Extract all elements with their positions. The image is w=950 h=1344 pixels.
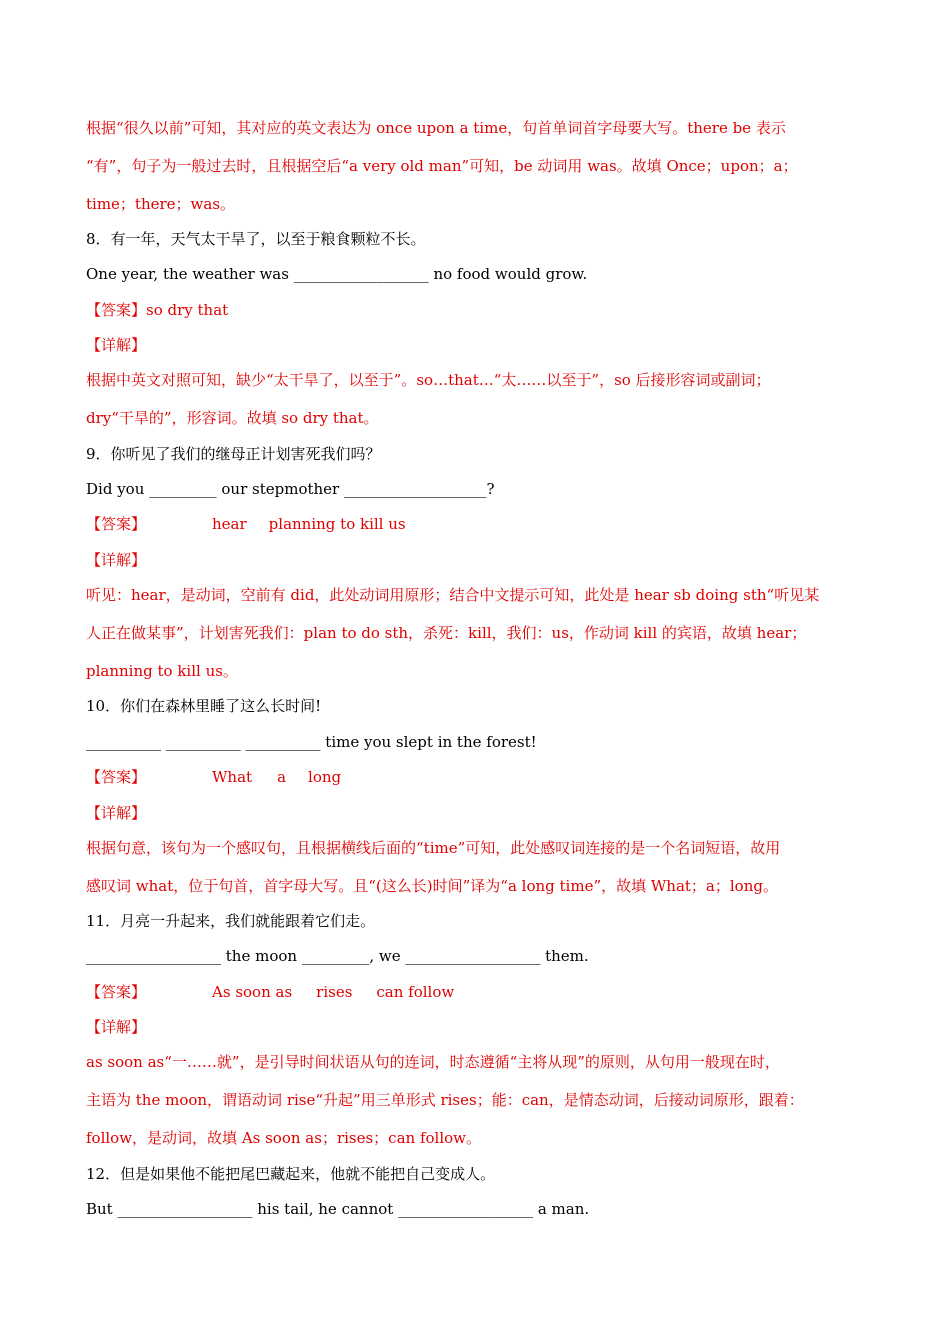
- q10-answer-2: a: [277, 768, 287, 786]
- q11-prompt: 11．月亮一升起来，我们就能跟着它们走。: [86, 912, 376, 930]
- q11-explanation-line-2: 主语为 the moon，谓语动词 rise“升起”用三单形式 rises；能：can，是情态动词，后接动词原形，跟着：: [86, 1091, 804, 1109]
- q9-detail-label: 【详解】: [86, 551, 147, 569]
- q10-answer-1: What: [212, 768, 253, 786]
- q9-answer-2: planning to kill us: [268, 515, 406, 533]
- q11-explanation-line-3: follow，是动词，故填 As soon as；rises；can follow。: [86, 1129, 482, 1147]
- answer-label: 【答案】: [86, 515, 147, 533]
- q8-detail-label: 【详解】: [86, 336, 147, 354]
- q12-sentence: But __________________ his tail, he cannot __________________ a man.: [86, 1200, 590, 1218]
- q12-prompt: 12．但是如果他不能把尾巴藏起来，他就不能把自己变成人。: [86, 1165, 496, 1183]
- answer-label: 【答案】: [86, 301, 147, 319]
- q10-detail-label: 【详解】: [86, 804, 147, 822]
- q8-sentence: One year, the weather was __________________ no food would grow.: [86, 265, 588, 283]
- q11-answer-2: rises: [316, 983, 353, 1001]
- q11-answer-row: [86, 982, 876, 1002]
- q11-detail-label: 【详解】: [86, 1018, 147, 1036]
- q8-answer: so dry that: [146, 301, 229, 319]
- q8-prompt: 8．有一年，天气太干旱了，以至于粮食颗粒不长。: [86, 230, 426, 248]
- answer-label: 【答案】: [86, 983, 147, 1001]
- q9-prompt: 9．你听见了我们的继母正计划害死我们吗？: [86, 445, 381, 463]
- q10-prompt: 10．你们在森林里睡了这么长时间!: [86, 697, 322, 715]
- answer-label: 【答案】: [86, 768, 147, 786]
- q8-explanation-line-2: dry“干旱的”，形容词。故填 so dry that。: [86, 409, 379, 427]
- q9-explanation-line-1: 听见：hear，是动词，空前有 did，此处动词用原形；结合中文提示可知，此处是 hear sb doing sth“听见某: [86, 586, 820, 604]
- q10-sentence: __________ __________ __________ time you slept in the forest!: [86, 733, 537, 751]
- q7-explanation-line-1: 根据“很久以前”可知，其对应的英文表达为 once upon a time，句首单词首字母要大写。there be 表示: [86, 119, 786, 137]
- q8-answer-row: [86, 300, 876, 320]
- q9-explanation-line-3: planning to kill us。: [86, 662, 238, 680]
- q9-answer-row: [86, 514, 876, 534]
- q11-answer-3: can follow: [376, 983, 455, 1001]
- q7-explanation-line-2: “有”，句子为一般过去时，且根据空后“a very old man”可知，be 动词用 was。故填 Once；upon；a；: [86, 157, 798, 175]
- q10-explanation-line-1: 根据句意，该句为一个感叹句，且根据横线后面的“time”可知，此处感叹词连接的是一个名词短语，故用: [86, 839, 781, 857]
- q9-explanation-line-2: 人正在做某事”，计划害死我们：plan to do sth，杀死：kill，我们：us，作动词 kill 的宾语，故填 hear；: [86, 624, 807, 642]
- q11-answer-1: As soon as: [212, 983, 293, 1001]
- q9-sentence: Did you _________ our stepmother ___________________?: [86, 480, 495, 498]
- q9-answer-1: hear: [212, 515, 247, 533]
- q11-explanation-line-1: as soon as“一……就”，是引导时间状语从句的连词，时态遵循“主将从现”的原则，从句用一般现在时，: [86, 1053, 780, 1071]
- q11-sentence: __________________ the moon _________, we __________________ them.: [86, 947, 589, 965]
- q10-answer-row: [86, 767, 876, 787]
- q7-explanation-line-3: time；there；was。: [86, 195, 236, 213]
- q10-answer-3: long: [308, 768, 342, 786]
- q10-explanation-line-2: 感叹词 what，位于句首，首字母大写。且“(这么长)时间”译为“a long time”，故填 What；a；long。: [86, 877, 778, 895]
- q8-explanation-line-1: 根据中英文对照可知，缺少“太干旱了，以至于”。so…that…“太……以至于”，so 后接形容词或副词；: [86, 371, 771, 389]
